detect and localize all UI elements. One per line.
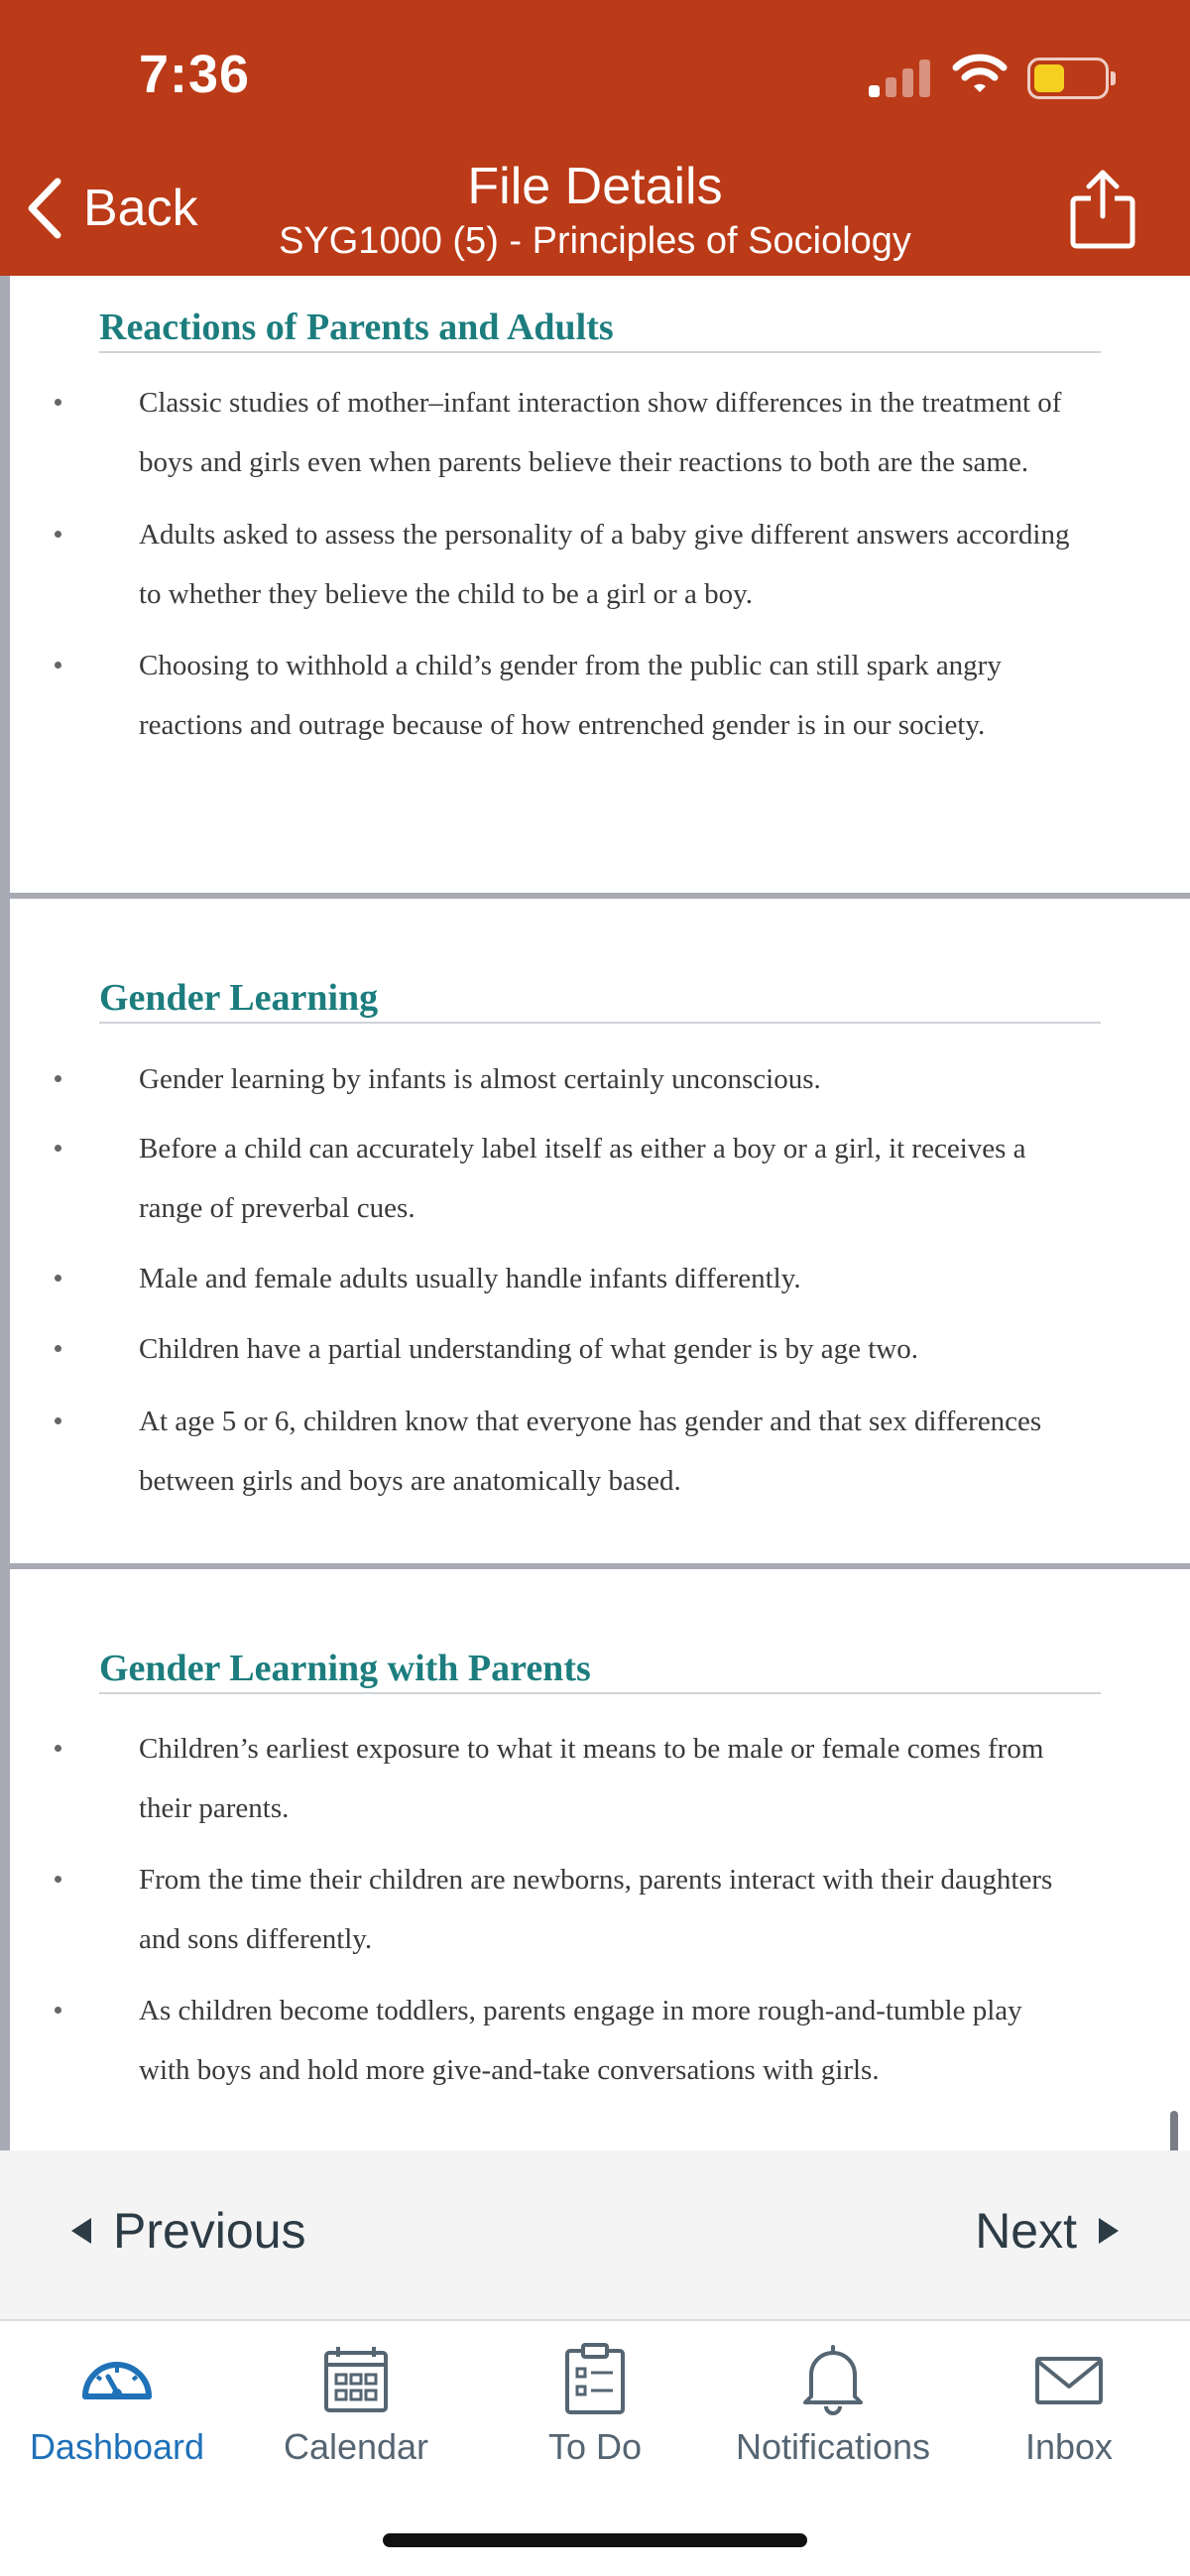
bullet-text: Choosing to withhold a child’s gender from the public can still spark angry reactions and outrage because of how entrenched gender is in our society. <box>139 650 1002 741</box>
bullet-text: As children become toddlers, parents engage in more rough-and-tumble play with boys and hold more give-and-take conversations with girls. <box>139 1995 1022 2086</box>
top-header <box>0 0 1190 276</box>
next-label: Next <box>975 2203 1077 2259</box>
next-button[interactable] <box>975 2202 1119 2260</box>
tab-label: Notifications <box>735 2426 931 2467</box>
slide-heading: Gender Learning with Parents <box>99 1648 591 1689</box>
cellular-signal-icon <box>869 58 932 97</box>
pager-bar <box>0 2150 1190 2321</box>
slide-separator <box>10 893 1190 899</box>
bullet-text: Before a child can accurately label itself as either a boy or a girl, it receives a range of preverbal cues. <box>139 1133 1026 1224</box>
bullet-dot <box>55 531 61 538</box>
bullet-dot <box>55 1745 61 1752</box>
bullet-text: Children’s earliest exposure to what it means to be male or female comes from their parents. <box>139 1733 1044 1824</box>
previous-label: Previous <box>113 2203 306 2259</box>
bullet-text: Male and female adults usually handle infants differently. <box>139 1263 801 1294</box>
tab-todo[interactable] <box>486 2339 704 2468</box>
document-edge <box>0 276 10 2150</box>
slide-heading: Gender Learning <box>99 977 379 1019</box>
bullet-text: At age 5 or 6, children know that everyone has gender and that sex differences between girls and boys are anatomically based. <box>139 1406 1042 1497</box>
previous-button[interactable] <box>71 2202 306 2260</box>
tab-notifications[interactable] <box>724 2339 942 2468</box>
bullet-dot <box>55 399 61 406</box>
page-title: File Details <box>467 158 723 215</box>
battery-icon <box>1027 58 1109 99</box>
triangle-left-icon <box>71 2218 91 2244</box>
bullet-dot <box>55 1876 61 1883</box>
tab-label: Inbox <box>1024 2426 1114 2467</box>
tab-label: To Do <box>547 2426 643 2467</box>
inbox-icon <box>1029 2339 1109 2418</box>
status-time: 7:36 <box>139 45 251 104</box>
document-viewer[interactable] <box>0 276 1190 2150</box>
bullet-text: Adults asked to assess the personality of a baby give different answers according to whether they believe the child to be a girl or a boy. <box>139 519 1070 610</box>
heading-divider <box>99 1022 1101 1024</box>
triangle-right-icon <box>1099 2218 1119 2244</box>
wifi-icon <box>952 52 1008 95</box>
bullet-dot <box>55 1345 61 1352</box>
heading-divider <box>99 1692 1101 1694</box>
bullet-text: Classic studies of mother–infant interaction show differences in the treatment of boys and girls even when parents believe their reactions to both are the same. <box>139 387 1062 478</box>
bell-icon <box>793 2339 873 2418</box>
tab-label: Dashboard <box>29 2426 205 2467</box>
todo-icon <box>555 2339 635 2418</box>
tab-inbox[interactable] <box>960 2339 1178 2468</box>
calendar-icon <box>316 2339 396 2418</box>
bullet-dot <box>55 1075 61 1082</box>
bullet-text: Gender learning by infants is almost certainly unconscious. <box>139 1063 821 1095</box>
bullet-dot <box>55 1145 61 1152</box>
home-indicator[interactable] <box>383 2533 807 2547</box>
tab-label: Calendar <box>283 2426 429 2467</box>
slide-separator <box>10 1563 1190 1569</box>
dashboard-icon <box>77 2339 157 2418</box>
heading-divider <box>99 351 1101 353</box>
share-icon[interactable] <box>1067 165 1138 250</box>
tab-dashboard[interactable] <box>8 2339 226 2468</box>
tab-calendar[interactable] <box>247 2339 465 2468</box>
bullet-dot <box>55 1417 61 1424</box>
bullet-text: From the time their children are newborns, parents interact with their daughters and sons differently. <box>139 1864 1053 1955</box>
back-label: Back <box>83 180 198 237</box>
slide-heading: Reactions of Parents and Adults <box>99 307 614 348</box>
bullet-dot <box>55 1275 61 1282</box>
page-subtitle: SYG1000 (5) - Principles of Sociology <box>279 220 911 262</box>
bullet-dot <box>55 2007 61 2014</box>
bullet-text: Children have a partial understanding of what gender is by age two. <box>139 1333 918 1365</box>
bullet-dot <box>55 662 61 669</box>
